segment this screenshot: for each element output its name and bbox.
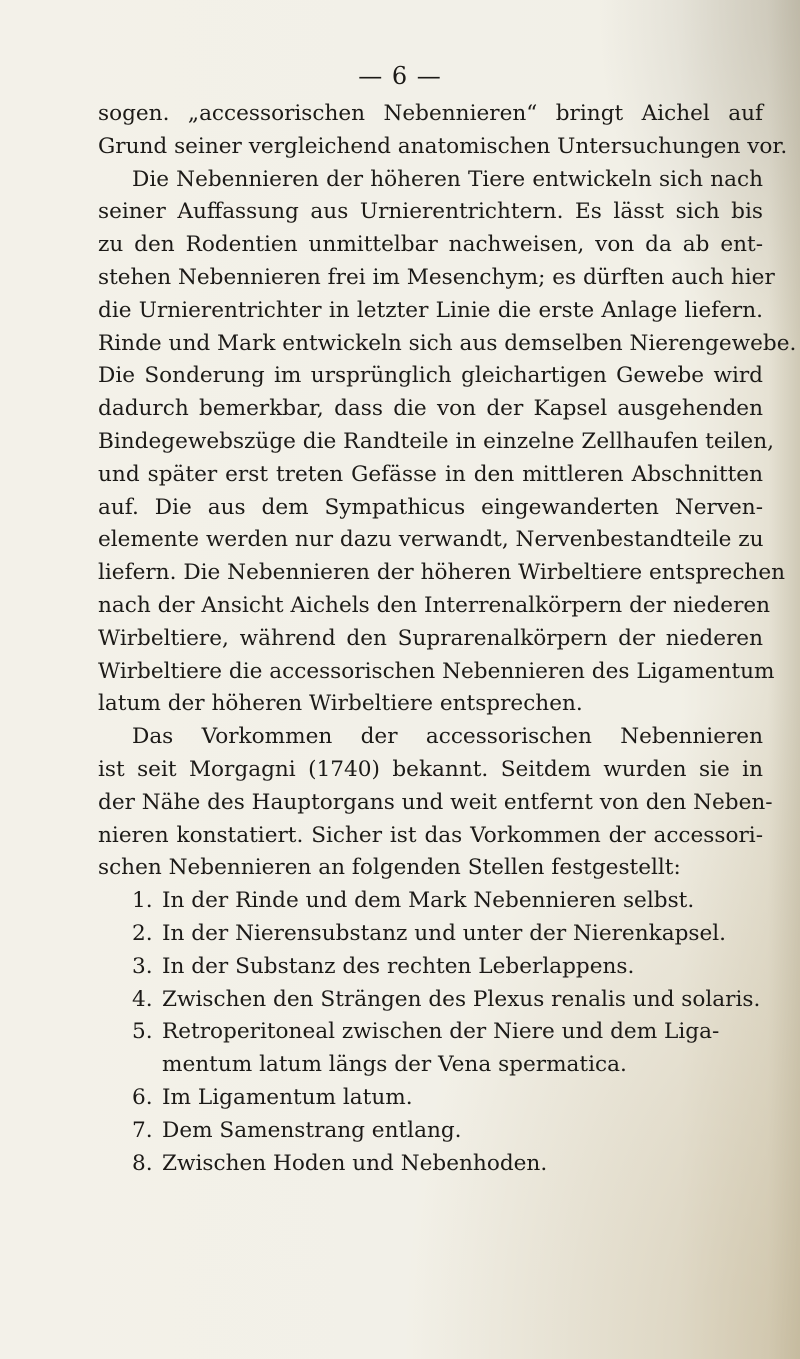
text-line: Grund seiner vergleichend anatomischen Untersuchungen vor. xyxy=(98,133,788,159)
text-line: Die Nebennieren der höheren Tiere entwickeln sich nach xyxy=(132,166,763,192)
list-item-number: 4. xyxy=(132,986,153,1012)
list-item-text: In der Rinde und dem Mark Nebennieren selbst. xyxy=(162,888,695,914)
list-item-text: Dem Samenstrang entlang. xyxy=(162,1117,462,1143)
text-line: seiner Auffassung aus Urnierentrichtern. Es lässt sich bis xyxy=(98,199,763,225)
text-line: stehen Nebennieren frei im Mesenchym; es dürften auch hier xyxy=(98,264,775,290)
text-line: ist seit Morgagni (1740) bekannt. Seitdem wurden sie in xyxy=(98,756,763,782)
list-item xyxy=(98,984,763,1017)
paragraph-1 xyxy=(98,98,797,721)
list-item-number: 5. xyxy=(132,1019,153,1045)
page-number: — 6 — xyxy=(358,62,442,90)
text-line: elemente werden nur dazu verwandt, Nervenbestandteile zu xyxy=(98,527,764,553)
list-item-number: 1. xyxy=(132,888,153,914)
text-line: auf. Die aus dem Sympathicus eingewanderten Nerven- xyxy=(98,494,763,520)
text-line: Wirbeltiere, während den Suprarenalkörpern der niederen xyxy=(98,625,763,651)
list-item-number: 6. xyxy=(132,1084,153,1110)
text-line: liefern. Die Nebennieren der höheren Wirbeltiere entsprechen xyxy=(98,560,786,586)
locations-list xyxy=(98,885,763,1180)
text-line: und später erst treten Gefässe in den mittleren Abschnitten xyxy=(98,461,763,487)
list-item-number: 2. xyxy=(132,920,153,946)
list-item-text: Im Ligamentum latum. xyxy=(162,1084,413,1110)
list-item-number: 3. xyxy=(132,953,153,979)
list-item-number: 8. xyxy=(132,1150,153,1176)
list-item-number: 7. xyxy=(132,1117,153,1143)
text-line: nach der Ansicht Aichels den Interrenalkörpern der niederen xyxy=(98,592,771,618)
paragraph-2 xyxy=(98,721,773,885)
list-item-continuation xyxy=(98,1049,763,1082)
list-item-text: mentum latum längs der Vena spermatica. xyxy=(162,1052,627,1078)
list-item-text: In der Substanz des rechten Leberlappens. xyxy=(162,953,635,979)
text-line: Wirbeltiere die accessorischen Nebennieren des Ligamentum xyxy=(98,658,775,684)
text-line: Rinde und Mark entwickeln sich aus demselben Nierengewebe. xyxy=(98,330,797,356)
list-item xyxy=(98,951,763,984)
list-item-text: In der Nierensubstanz und unter der Nierenkapsel. xyxy=(162,920,727,946)
list-item xyxy=(98,1148,763,1181)
text-line: Bindegewebszüge die Randteile in einzelne Zellhaufen teilen, xyxy=(98,428,774,454)
text-line: nieren konstatiert. Sicher ist das Vorkommen der accessori- xyxy=(98,822,763,848)
list-item-text: Retroperitoneal zwischen der Niere und dem Liga- xyxy=(162,1019,720,1045)
text-line: schen Nebennieren an folgenden Stellen festgestellt: xyxy=(98,855,681,881)
text-line: Das Vorkommen der accessorischen Nebennieren xyxy=(132,724,763,750)
list-item xyxy=(98,918,763,951)
list-item xyxy=(98,1115,763,1148)
text-line: Die Sonderung im ursprünglich gleichartigen Gewebe wird xyxy=(98,363,763,389)
text-line: sogen. „accessorischen Nebennieren“ bringt Aichel auf xyxy=(98,101,763,126)
text-line: zu den Rodentien unmittelbar nachweisen, von da ab ent- xyxy=(98,232,763,258)
text-line: die Urnierentrichter in letzter Linie die erste Anlage liefern. xyxy=(98,297,763,323)
text-line: latum der höheren Wirbeltiere entsprechen. xyxy=(98,691,583,717)
text-line: der Nähe des Hauptorgans und weit entfernt von den Neben- xyxy=(98,789,773,815)
list-item xyxy=(98,1016,763,1049)
list-item xyxy=(98,885,763,918)
list-item xyxy=(98,1082,763,1115)
text-line: dadurch bemerkbar, dass die von der Kapsel ausgehenden xyxy=(98,396,763,422)
list-item-text: Zwischen den Strängen des Plexus renalis und solaris. xyxy=(162,986,761,1012)
body-text xyxy=(98,98,797,1180)
list-item-text: Zwischen Hoden und Nebenhoden. xyxy=(162,1150,548,1176)
